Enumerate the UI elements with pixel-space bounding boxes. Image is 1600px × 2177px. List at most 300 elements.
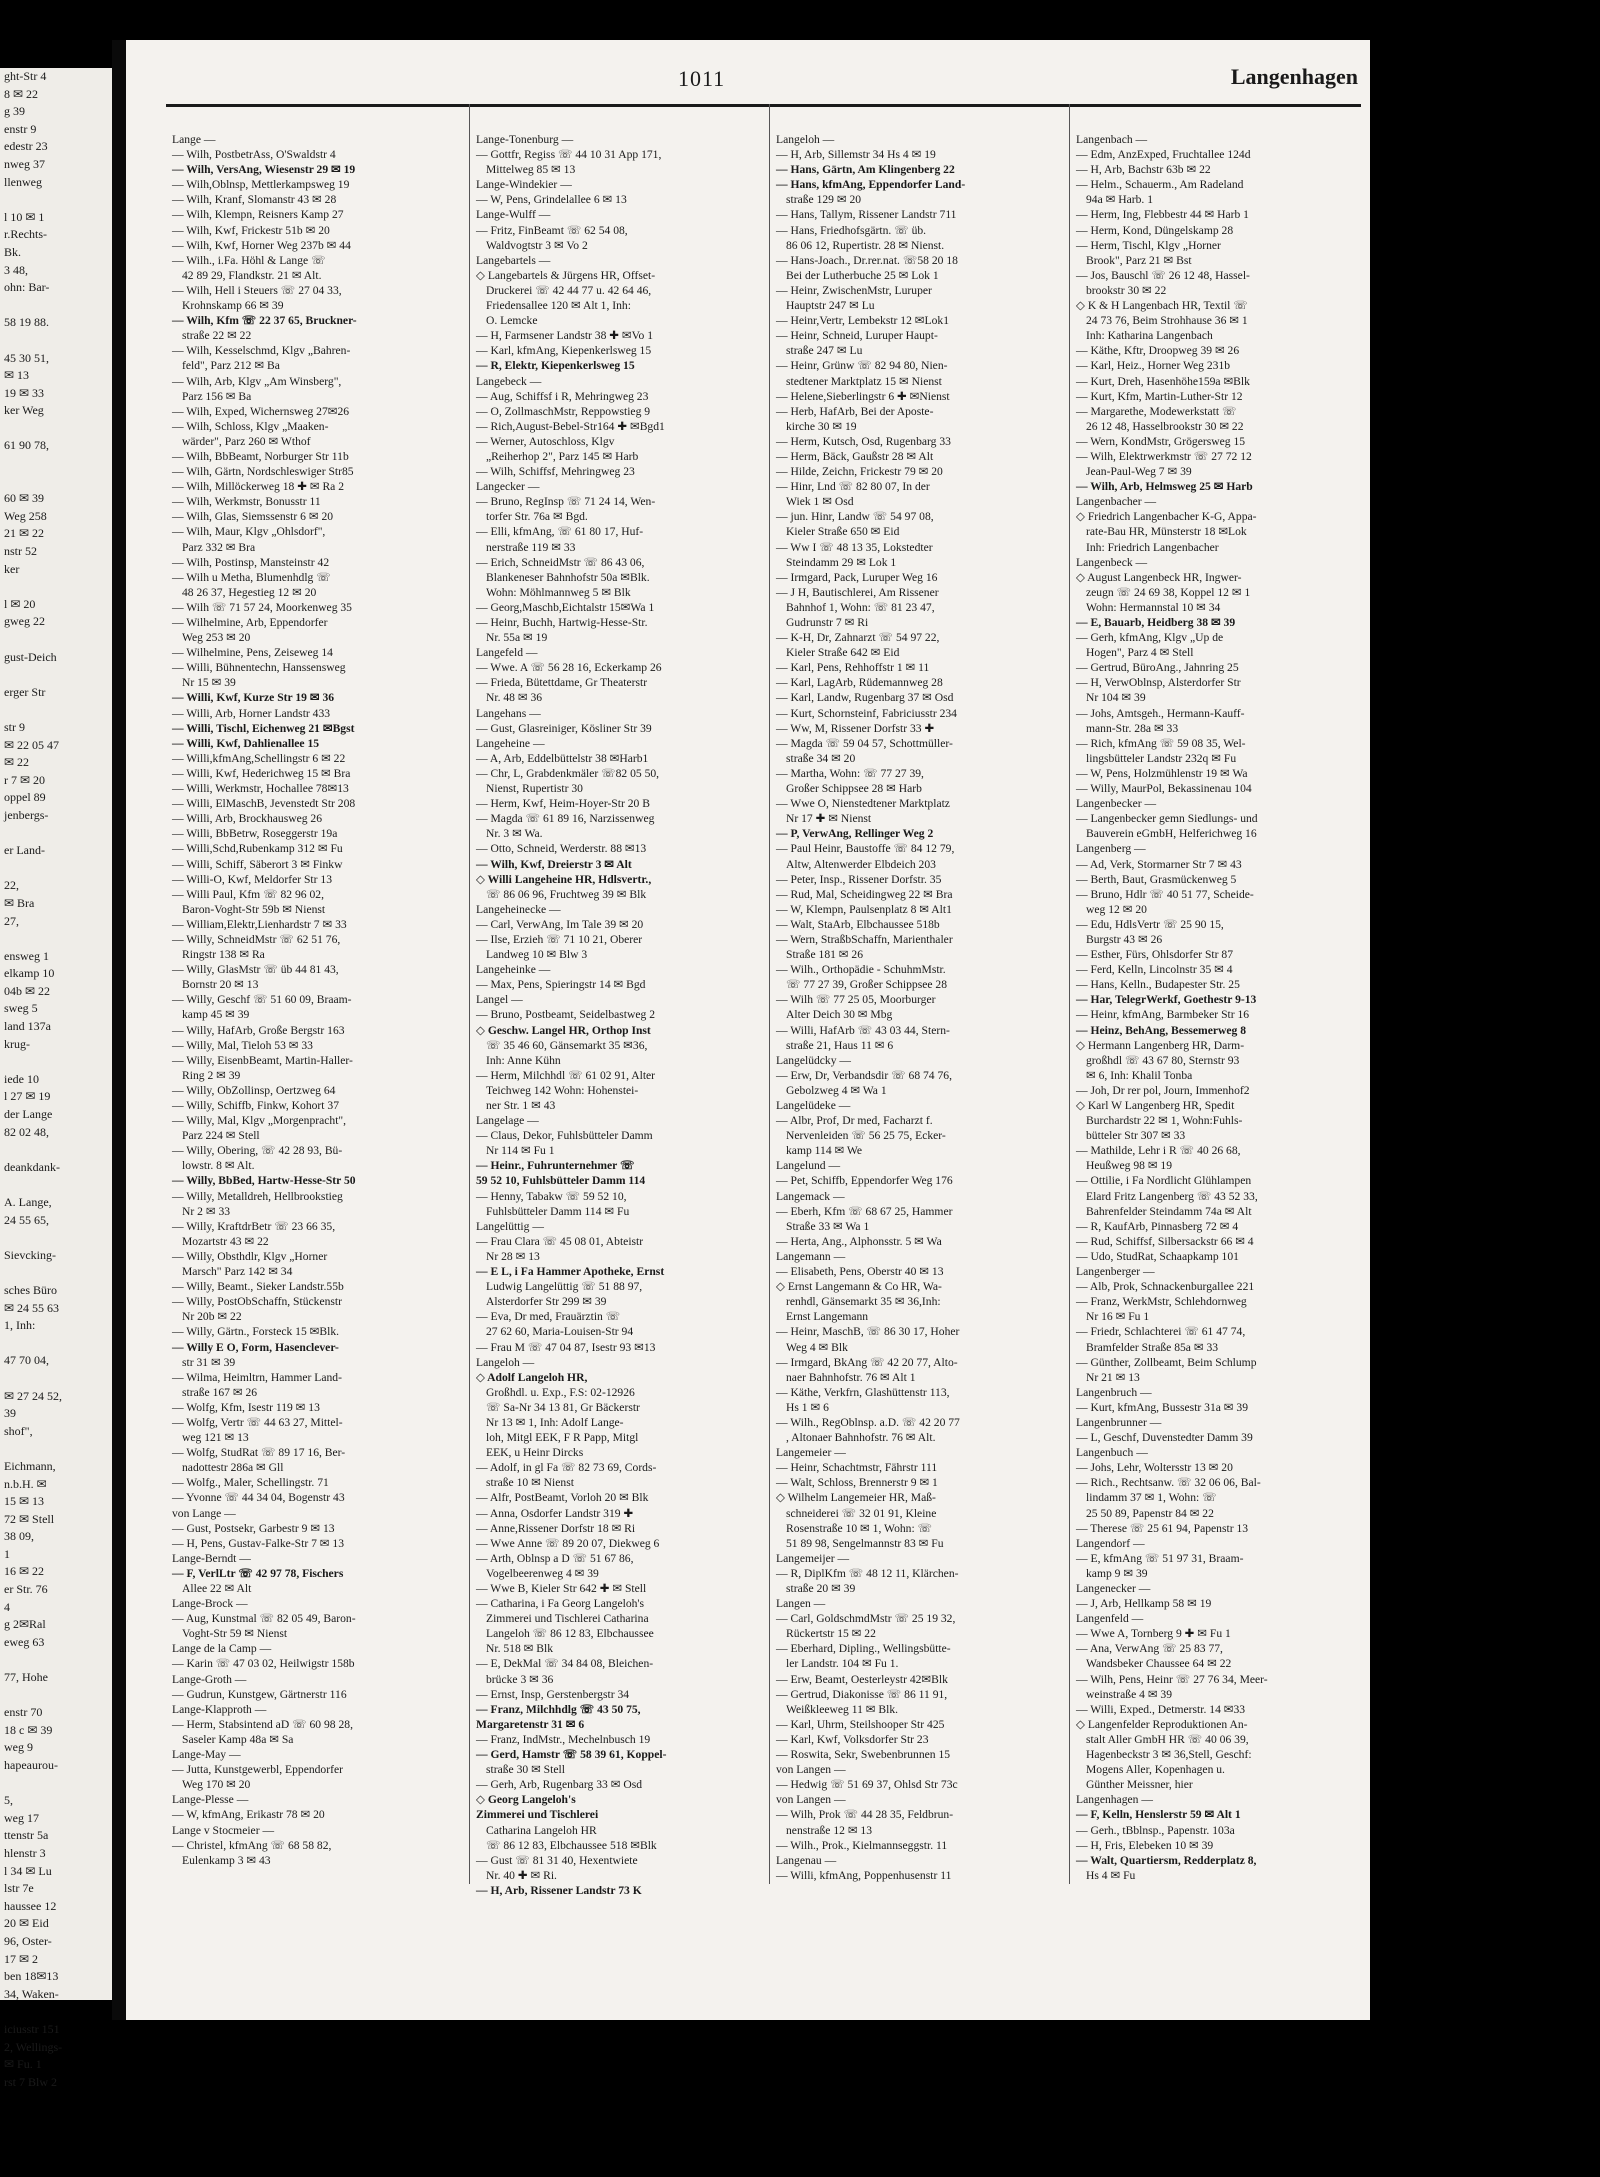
directory-entry-line: — Edu, HdlsVertr ☏ 25 90 15, [1076, 917, 1224, 931]
directory-entry-line: brookstr 30 ✉ 22 [1086, 283, 1167, 297]
directory-entry-line: — Willi, Tischl, Eichenweg 21 ✉Bgst [172, 721, 355, 735]
directory-entry-line: — Anne,Rissener Dorfstr 18 ✉ Ri [476, 1521, 636, 1535]
directory-entry-line: — W, Klempn, Paulsenplatz 8 ✉ Alt1 [776, 902, 952, 916]
directory-entry-line: — Otto, Schneid, Werderstr. 88 ✉13 [476, 842, 647, 856]
previous-page-fragment: 18 c ✉ 39 [4, 1722, 53, 1737]
previous-page-fragment [0, 2003, 112, 2021]
directory-entry-line: — Ilse, Erzieh ☏ 71 10 21, Oberer [476, 932, 643, 946]
directory-entry-line: weinstraße 4 ✉ 39 [1086, 1687, 1173, 1701]
directory-entry-line: stedtener Marktplatz 15 ✉ Nienst [786, 374, 942, 388]
directory-entry-line: — Karin ☏ 47 03 02, Heilwigstr 158b [172, 1657, 355, 1671]
directory-entry-line: Nr. 40 ✚ ✉ Ri. [486, 1868, 557, 1882]
directory-entry-line: — O, ZollmaschMstr, Reppowstieg 9 [476, 404, 651, 418]
surname-heading: Langeheinke — [476, 963, 551, 977]
directory-entry-line: Nr 17 ✚ ✉ Nienst [786, 812, 872, 826]
directory-entry-line: Parz 156 ✉ Ba [182, 389, 252, 403]
previous-page-fragment: Weg 258 [4, 508, 47, 523]
previous-page-fragment [0, 930, 112, 948]
directory-entry-line: — Wilh, Kesselschmd, Klgv „Bahren- [172, 344, 351, 358]
directory-entry-line: — Ad, Verk, Stormarner Str 7 ✉ 43 [1076, 857, 1242, 871]
directory-entry-line: — Georg,Maschb,Eichtalstr 15✉Wa 1 [476, 600, 655, 614]
surname-heading: Langenbruch — [1076, 1385, 1152, 1399]
directory-entry-line: — Wilh, Exped, Wichernsweg 27✉26 [172, 404, 350, 418]
previous-page-fragment: ker [4, 561, 20, 576]
directory-entry-line: — H, Arb, Bachstr 63b ✉ 22 [1076, 163, 1211, 177]
directory-entry-line: Weg 170 ✉ 20 [182, 1778, 251, 1792]
directory-entry-line: — Willy, Obering, ☏ 42 28 93, Bü- [172, 1144, 343, 1158]
directory-entry-line: 26 12 48, Hasselbrookstr 30 ✉ 22 [1086, 419, 1244, 433]
directory-entry-line: — Irmgard, Pack, Luruper Weg 16 [776, 570, 938, 584]
previous-page-fragment: edestr 23 [4, 139, 48, 154]
directory-entry-line: naer Bahnhofstr. 76 ✉ Alt 1 [786, 1370, 916, 1384]
directory-entry-line: — Adolf, in gl Fa ☏ 82 73 69, Cords- [476, 1461, 657, 1475]
column-divider [769, 104, 770, 1884]
surname-heading: Langenbeck — [1076, 555, 1148, 569]
directory-entry-line: — Rich., Rechtsanw. ☏ 32 06 06, Bal- [1076, 1476, 1261, 1490]
directory-entry-line: — Eva, Dr med, Frauärztin ☏ [476, 1310, 621, 1324]
previous-page-fragment: 15 ✉ 13 [4, 1494, 45, 1509]
previous-page-fragment: jenbergs- [4, 807, 49, 822]
directory-entry-line: Parz 224 ✉ Stell [182, 1129, 260, 1143]
surname-heading: Langenbecker — [1076, 797, 1157, 811]
previous-page-fragment: ohn: Bar- [4, 280, 50, 295]
previous-page-fragment [0, 860, 112, 878]
directory-entry-line: — H, VerwOblnsp, Alsterdorfer Str [1076, 676, 1241, 690]
previous-page-fragment [0, 1370, 112, 1388]
directory-entry-line: straße 129 ✉ 20 [786, 193, 862, 207]
directory-entry-line: — Wilh, Klempn, Reisners Kamp 27 [172, 208, 344, 222]
column-2 [476, 132, 764, 1898]
directory-entry-line: 24 73 76, Beim Strohhause 36 ✉ 1 [1086, 314, 1248, 328]
directory-entry-line: Fuhlsbütteler Damm 114 ✉ Fu [486, 1204, 630, 1218]
previous-page-fragment: ght-Str 4 [4, 69, 47, 83]
directory-entry-line: kamp 45 ✉ 39 [182, 1008, 250, 1022]
directory-entry-line: — jun. Hinr, Landw ☏ 54 97 08, [776, 510, 934, 524]
surname-heading: Langeloh — [476, 1355, 535, 1369]
directory-entry-line: — Wilh, Kwf, Dreierstr 3 ✉ Alt [476, 857, 632, 871]
directory-entry-line: kamp 114 ✉ We [786, 1144, 863, 1158]
directory-entry-line: — Rud, Mal, Scheidingweg 22 ✉ Bra [776, 887, 953, 901]
previous-page-fragment [0, 825, 112, 843]
directory-entry-line: — Wilma, Heimltrn, Hammer Land- [172, 1370, 342, 1384]
directory-entry-line: — J H, Bautischlerei, Am Rissener [776, 585, 939, 599]
directory-entry-line: — Wilh, Schloss, Klgv „Maaken- [172, 419, 329, 433]
directory-entry-line: Heußweg 98 ✉ 19 [1086, 1159, 1173, 1173]
directory-entry-line: — Wilhelmine, Pens, Zeiseweg 14 [172, 646, 333, 660]
directory-entry-line: — Wilh,Oblnsp, Mettlerkampsweg 19 [172, 178, 350, 192]
directory-entry-line: 25 50 89, Papenstr 84 ✉ 22 [1086, 1506, 1214, 1520]
directory-entry-line: Marsch" Parz 142 ✉ 34 [182, 1265, 293, 1279]
previous-page-fragment: iede 10 [4, 1071, 39, 1086]
directory-entry-line: Saseler Kamp 48a ✉ Sa [182, 1732, 294, 1746]
surname-heading: Langen — [776, 1597, 826, 1611]
previous-page-fragment [0, 1053, 112, 1071]
directory-entry-line: — Willi, Kwf, Hederichweg 15 ✉ Bra [172, 766, 351, 780]
directory-entry-line: — Willy, Geschf ☏ 51 60 09, Braam- [172, 993, 352, 1007]
directory-entry-line: — Wilh, Millöckerweg 18 ✚ ✉ Ra 2 [172, 480, 345, 494]
directory-entry-line: — Johs, Amtsgeh., Hermann-Kauff- [1076, 706, 1245, 720]
directory-entry-line: ✉ 6, Inh: Khalil Tonba [1086, 1068, 1193, 1082]
directory-entry-line: — Ww I ☏ 48 13 35, Lokstedter [776, 540, 933, 554]
directory-entry-line: — Hans, Friedhofsgärtn. ☏ üb. [776, 223, 927, 237]
directory-entry-line: zeugn ☏ 24 69 38, Koppel 12 ✉ 1 [1086, 585, 1251, 599]
directory-entry-line: ☏ 86 12 83, Elbchaussee 518 ✉Blk [486, 1838, 657, 1852]
directory-entry-line: — Willi-O, Kwf, Meldorfer Str 13 [172, 872, 332, 886]
directory-entry-line: str 31 ✉ 39 [182, 1355, 236, 1369]
previous-page-fragment: land 137a [4, 1019, 51, 1034]
directory-entry-line: — Joh, Dr rer pol, Journ, Immenhof2 [1076, 1083, 1250, 1097]
directory-entry-line: — Gerh, kfmAng, Klgv „Up de [1076, 631, 1224, 645]
directory-entry-line: ◇ Georg Langeloh's [476, 1793, 576, 1807]
directory-entry-line: Hogen", Parz 4 ✉ Stell [1086, 646, 1194, 660]
directory-entry-line: — Arth, Oblnsp a D ☏ 51 67 86, [476, 1551, 634, 1565]
directory-entry-line: — Wilh, Prok ☏ 44 28 35, Feldbrun- [776, 1808, 954, 1822]
directory-entry-line: — Henny, Tabakw ☏ 59 52 10, [476, 1189, 627, 1203]
directory-entry-line: ☏ Sa-Nr 34 13 81, Gr Bäckerstr [486, 1400, 640, 1414]
directory-entry-line: ◇ Karl W Langenberg HR, Spedit [1076, 1099, 1235, 1112]
directory-entry-line: — Karl, Kwf, Volksdorfer Str 23 [776, 1732, 929, 1746]
directory-entry-line: — E, DekMal ☏ 34 84 08, Bleichen- [476, 1657, 654, 1671]
directory-entry-line: — A, Arb, Eddelbüttelstr 38 ✉Harb1 [476, 751, 649, 765]
directory-entry-line: — Willy, GlasMstr ☏ üb 44 81 43, [172, 963, 339, 977]
directory-entry-line: — Herm, Stabsintend aD ☏ 60 98 28, [172, 1717, 353, 1731]
directory-entry-line: — Kurt, Schornsteinf, Fabriciusstr 234 [776, 706, 957, 720]
directory-entry-line: ◇ Hermann Langenberg HR, Darm- [1076, 1038, 1245, 1052]
directory-entry-line: — Wilh., Prok., Kielmannseggstr. 11 [776, 1838, 948, 1852]
surname-heading: Langenecker — [1076, 1582, 1151, 1595]
directory-entry-line: — Wilh., RegOblnsp. a.D. ☏ 42 20 77 [776, 1415, 960, 1429]
directory-entry-line: Weg 4 ✉ Blk [786, 1340, 848, 1354]
directory-entry-line: — Gust, Glasreiniger, Kösliner Str 39 [476, 721, 652, 735]
directory-entry-line: — Herm, Tischl, Klgv „Horner [1076, 238, 1221, 252]
directory-entry-line: lingsbütteler Landstr 232q ✉ Fu [1086, 751, 1237, 765]
directory-entry-line: rate-Bau HR, Münsterstr 18 ✉Lok [1086, 525, 1247, 539]
previous-page-fragment [0, 1440, 112, 1458]
previous-page-fragment: 3 48, [4, 262, 28, 277]
directory-entry-line: — Helm., Schauerm., Am Radeland [1076, 178, 1244, 192]
directory-entry-line: — William,Elektr,Lienhardstr 7 ✉ 33 [172, 917, 347, 931]
previous-page-fragment: 8 ✉ 22 [4, 86, 39, 101]
previous-page-fragment: er Land- [4, 843, 45, 858]
directory-entry-line: — R, KaufArb, Pinnasberg 72 ✉ 4 [1076, 1219, 1239, 1233]
directory-entry-line: ◇ K & H Langenbach HR, Textil ☏ [1076, 299, 1248, 313]
directory-entry-line: — Friedr, Schlachterei ☏ 61 47 74, [1076, 1325, 1246, 1339]
directory-entry-line: — Karl, Pens, Rehhoffstr 1 ✉ 11 [776, 661, 930, 675]
previous-page-fragment: ben 18✉13 [4, 1969, 59, 1984]
previous-page-fragment: n.b.H. ✉ [4, 1476, 47, 1491]
previous-page-fragment [0, 420, 112, 438]
surname-heading: Lange-Berndt — [172, 1551, 251, 1565]
surname-heading: Lange-Klapproth — [172, 1702, 267, 1716]
directory-entry-line: Nr 21 ✉ 13 [1086, 1370, 1140, 1384]
surname-heading: Langemeier — [776, 1446, 846, 1460]
directory-entry-line: — Alb, Prok, Schnackenburgallee 221 [1076, 1280, 1255, 1294]
directory-entry-line: — W, Pens, Grindelallee 6 ✉ 13 [476, 193, 627, 207]
directory-entry-line: Bahrenfelder Steindamm 74a ✉ Alt [1086, 1204, 1252, 1218]
directory-entry-line: Nienst, Rupertistr 30 [486, 782, 583, 796]
directory-entry-line: ◇ Geschw. Langel HR, Orthop Inst [476, 1023, 651, 1037]
directory-entry-line: — Wwe A, Tornberg 9 ✚ ✉ Fu 1 [1076, 1627, 1231, 1641]
directory-entry-line: — Willy, SchneidMstr ☏ 62 51 76, [172, 932, 341, 946]
directory-entry-line: — Herm, Kond, Düngelskamp 28 [1076, 223, 1234, 237]
directory-entry-line: Altw, Altenwerder Elbdeich 203 [786, 857, 936, 871]
directory-entry-line: ◇ Ernst Langemann & Co HR, Wa- [776, 1280, 942, 1294]
previous-page-fragment: 1, Inh: [4, 1318, 36, 1333]
directory-entry-line: Jean-Paul-Weg 7 ✉ 39 [1086, 465, 1192, 479]
surname-heading: Langecker — [476, 480, 540, 494]
directory-entry-line: kirche 30 ✉ 19 [786, 419, 857, 433]
directory-entry-line: — Gerh., tBblnsp., Papenstr. 103a [1076, 1823, 1235, 1837]
previous-page-fragment: ✉ 22 [4, 755, 30, 770]
surname-heading: Langenbach — [1076, 133, 1148, 146]
directory-entry-line: Nr 15 ✉ 39 [182, 676, 236, 690]
surname-heading: Lange-Brock — [172, 1597, 248, 1611]
surname-heading: Langelund — [776, 1159, 841, 1173]
previous-page-fragment: iciusstr 151 [4, 2021, 60, 2036]
directory-entry-line: — Fritz, FinBeamt ☏ 62 54 08, [476, 223, 628, 237]
directory-entry-line: — Günther, Zollbeamt, Beim Schlump [1076, 1355, 1257, 1369]
directory-entry-line: — Udo, StudRat, Schaapkamp 101 [1076, 1249, 1239, 1263]
previous-page-fragment: r 7 ✉ 20 [4, 772, 46, 787]
directory-entry-line: — Heinr, Schneid, Luruper Haupt- [776, 329, 938, 343]
directory-entry-line: — Wern, StraßbSchaffn, Marienthaler [776, 932, 953, 946]
directory-entry-line: Krohnskamp 66 ✉ 39 [182, 299, 284, 313]
previous-page-fragment: nweg 37 [4, 156, 45, 171]
previous-page-fragment: sches Büro [4, 1282, 57, 1297]
directory-entry-line: — Willi, Arb, Horner Landstr 433 [172, 706, 331, 720]
directory-entry-line: Vogelbeerenweg 4 ✉ 39 [486, 1566, 599, 1580]
previous-page-fragment: 82 02 48, [4, 1124, 49, 1139]
directory-entry-line: — Willy, Metalldreh, Hellbrookstieg [172, 1189, 343, 1203]
directory-entry-line: — Peter, Insp., Rissener Dorfstr. 35 [776, 872, 942, 886]
directory-entry-line: — Käthe, Verkfrn, Glashüttenstr 113, [776, 1385, 950, 1399]
directory-entry-line: — Willy, KraftdrBetr ☏ 23 66 35, [172, 1219, 336, 1233]
directory-entry-line: Voght-Str 59 ✉ Nienst [182, 1627, 288, 1641]
directory-entry-line: — Wwe O, Nienstedtener Marktplatz [776, 797, 950, 811]
directory-entry-line: — Ana, VerwAng ☏ 25 83 77, [1076, 1642, 1223, 1656]
directory-entry-line: Wandsbeker Chaussee 64 ✉ 22 [1086, 1657, 1232, 1671]
previous-page-edge [0, 68, 114, 2089]
previous-page-fragment: 21 ✉ 22 [4, 526, 45, 541]
directory-entry-line: — Berth, Baut, Grasmückenweg 5 [1076, 872, 1237, 886]
directory-entry-line: — E L, i Fa Hammer Apotheke, Ernst [476, 1265, 665, 1279]
directory-entry-line: — Wilh, Hell i Steuers ☏ 27 04 33, [172, 283, 342, 297]
previous-page-fragment: 19 ✉ 33 [4, 385, 45, 400]
directory-entry-line: — Kurt, Kfm, Martin-Luther-Str 12 [1076, 389, 1243, 403]
surname-heading: Lange-Groth — [172, 1672, 247, 1686]
directory-entry-line: — Heinr, Schachtmstr, Fährstr 111 [776, 1461, 938, 1475]
directory-entry-line: Zimmerei und Tischlerei [476, 1808, 599, 1822]
directory-entry-line: — Bruno, Hdlr ☏ 40 51 77, Scheide- [1076, 887, 1254, 901]
directory-entry-line: — Hilde, Zeichn, Frickestr 79 ✉ 20 [776, 465, 943, 479]
previous-page-fragment: 17 ✉ 2 [4, 1951, 39, 1966]
previous-page-fragment: enstr 9 [4, 121, 37, 136]
directory-entry-line: — K-H, Dr, Zahnarzt ☏ 54 97 22, [776, 631, 940, 645]
directory-entry-line: Nr. 55a ✉ 19 [486, 631, 548, 645]
directory-entry-line: — H, Fris, Elebeken 10 ✉ 39 [1076, 1838, 1214, 1852]
directory-entry-line: — Karl, Heiz., Horner Weg 231b [1076, 359, 1231, 373]
surname-heading: Langendorf — [1076, 1536, 1145, 1550]
column-1 [172, 132, 460, 1868]
directory-entry-line: — Wilh, Kwf, Horner Weg 237b ✉ 44 [172, 238, 351, 252]
directory-entry-line: ◇ Wilhelm Langemeier HR, Maß- [776, 1491, 936, 1505]
surname-heading: Langenau — [776, 1853, 837, 1867]
surname-heading: Langeheine — [476, 736, 545, 750]
directory-entry-line: , Altonaer Bahnhofstr. 76 ✉ Alt. [786, 1431, 936, 1445]
previous-page-fragment [0, 1176, 112, 1194]
previous-page-fragment [0, 1775, 112, 1793]
page-number: 1011 [678, 66, 726, 91]
directory-entry-line: — Helene,Sieberlingstr 6 ✚ ✉Nienst [776, 389, 950, 403]
directory-entry-line: — Heinr., Fuhrunternehmer ☏ [476, 1159, 635, 1173]
directory-entry-line: — Irmgard, BkAng ☏ 42 20 77, Alto- [776, 1355, 958, 1369]
directory-entry-line: Bauverein eGmbH, Helferichweg 16 [1086, 827, 1257, 841]
directory-entry-line: — Heinr, Grünw ☏ 82 94 80, Nien- [776, 359, 948, 373]
directory-entry-line: — Wilh, Schiffsf, Mehringweg 23 [476, 465, 635, 479]
directory-entry-line: — Gerd, Hamstr ☏ 58 39 61, Koppel- [476, 1748, 667, 1762]
previous-page-fragment: 20 ✉ Eid [4, 1916, 49, 1931]
directory-entry-line: Nr 28 ✉ 13 [486, 1249, 540, 1263]
directory-entry-line: — Willy, BbBed, Hartw-Hesse-Str 50 [172, 1174, 356, 1188]
directory-entry-line: — Hans, Gärtn, Am Klingenberg 22 [776, 163, 955, 177]
directory-entry-line: — Karl, Uhrm, Steilshooper Str 425 [776, 1717, 945, 1731]
directory-entry-line: — Eberh, Kfm ☏ 68 67 25, Hammer [776, 1204, 953, 1218]
previous-page-fragment: ✉ 24 55 63 [4, 1300, 60, 1315]
directory-entry-line: nerstraße 119 ✉ 33 [486, 540, 576, 554]
directory-entry-line: Ringstr 138 ✉ Ra [182, 948, 265, 962]
directory-entry-line: Zimmerei und Tischlerei Catharina [486, 1612, 649, 1626]
directory-entry-line: — Willy, Mal, Klgv „Morgenpracht", [172, 1114, 347, 1128]
surname-heading: Lange-Plesse — [172, 1793, 249, 1807]
directory-entry-line: — Herb, HafArb, Bei der Aposte- [776, 404, 934, 418]
directory-entry-line: — Willy, PostObSchaffn, Stückenstr [172, 1295, 342, 1309]
directory-entry-line: — Gerh, Arb, Rugenbarg 33 ✉ Osd [476, 1778, 642, 1792]
surname-heading: Lange — [172, 133, 216, 146]
previous-page-fragment: 2, Wellings- [4, 2039, 63, 2054]
previous-page-fragment: 34, Waken- [4, 1986, 59, 2001]
directory-entry-line: — Gottfr, Regiss ☏ 44 10 31 App 171, [476, 148, 662, 162]
surname-heading: von Lange — [172, 1506, 236, 1520]
previous-page-fragment: hlenstr 3 [4, 1845, 46, 1860]
previous-page-fragment: 72 ✉ Stell [4, 1511, 55, 1526]
directory-entry-line: Eulenkamp 3 ✉ 43 [182, 1853, 271, 1867]
directory-entry-line: ☏ 77 27 39, Großer Schippsee 28 [786, 978, 948, 992]
directory-entry-line: — Walt, StaArb, Elbchaussee 518b [776, 917, 940, 931]
previous-page-fragment: 1 [4, 1546, 10, 1561]
directory-entry-line: Waldvogtstr 3 ✉ Vo 2 [486, 238, 588, 252]
directory-entry-line: — Magda ☏ 61 89 16, Narzissenweg [476, 812, 655, 826]
directory-entry-line: — Willi, Bühnentechn, Hanssensweg [172, 661, 346, 675]
directory-entry-line: brücke 3 ✉ 36 [486, 1672, 554, 1686]
directory-entry-line: Blankeneser Bahnhofstr 50a ✉Blk. [486, 570, 650, 584]
directory-entry-line: — Willi, BbBetrw, Roseggerstr 19a [172, 827, 338, 841]
directory-entry-line: — Willy E O, Form, Hasenclever- [172, 1340, 339, 1354]
directory-entry-line: ☏ 35 46 60, Gänsemarkt 35 ✉36, [486, 1038, 648, 1052]
directory-entry-line: — Herm, Bäck, Gaußstr 28 ✉ Alt [776, 449, 934, 463]
directory-entry-line: — Karl, Landw, Rugenbarg 37 ✉ Osd [776, 691, 954, 705]
directory-entry-line: — Gust ☏ 81 31 40, Hexentwiete [476, 1853, 638, 1867]
directory-entry-line: Alter Deich 30 ✉ Mbg [786, 1008, 893, 1022]
directory-entry-line: Ernst Langemann [786, 1310, 869, 1324]
directory-entry-line: — F, Kelln, Henslerstr 59 ✉ Alt 1 [1076, 1808, 1241, 1822]
directory-entry-line: — Werner, Autoschloss, Klgv [476, 434, 615, 448]
directory-entry-line: — Willy, Gärtn., Forsteck 15 ✉Blk. [172, 1325, 340, 1339]
directory-entry-line: Nr. 3 ✉ Wa. [486, 827, 543, 841]
previous-page-fragment: ker Weg [4, 403, 44, 418]
surname-heading: Lange de la Camp — [172, 1642, 272, 1656]
directory-entry-line: — L, Geschf, Duvenstedter Damm 39 [1076, 1431, 1253, 1445]
previous-page-fragment: oppel 89 [4, 790, 46, 805]
directory-entry-line: — Willi,Schd,Rubenkamp 312 ✉ Fu [172, 842, 343, 856]
directory-entry-line: — Hans, Kelln., Budapester Str. 25 [1076, 978, 1240, 992]
directory-entry-line: — Wolfg, Vertr ☏ 44 63 27, Mittel- [172, 1415, 343, 1429]
directory-entry-line: — Rud, Schiffsf, Silbersackstr 66 ✉ 4 [1076, 1234, 1254, 1248]
directory-entry-line: — Herm, Milchhdl ☏ 61 02 91, Alter [476, 1068, 656, 1082]
directory-entry-line: Ludwig Langelüttig ☏ 51 88 97, [486, 1280, 643, 1294]
directory-entry-line: — Heinr,Vertr, Lembekstr 12 ✉Lok1 [776, 314, 949, 328]
previous-page-fragment: 24 55 65, [4, 1212, 49, 1227]
previous-page-fragment: shof", [4, 1423, 33, 1438]
directory-entry-line: ner Str. 1 ✉ 43 [486, 1099, 556, 1112]
directory-entry-line: 94a ✉ Harb. 1 [1086, 193, 1154, 207]
directory-entry-line: — Willi Paul, Kfm ☏ 82 96 02, [172, 887, 324, 901]
directory-entry-line: Straße 181 ✉ 26 [786, 948, 864, 962]
directory-entry-line: — Elli, kfmAng, ☏ 61 80 17, Huf- [476, 525, 644, 539]
directory-entry-line: — Elisabeth, Pens, Oberstr 40 ✉ 13 [776, 1265, 944, 1279]
previous-page-fragment: erger Str [4, 684, 46, 699]
directory-entry-line: feld", Parz 212 ✉ Ba [182, 359, 280, 373]
directory-entry-line: — Willy, Beamt., Sieker Landstr.55b [172, 1280, 344, 1294]
directory-entry-line: straße 10 ✉ Nienst [486, 1476, 574, 1490]
directory-entry-line: Hauptstr 247 ✉ Lu [786, 299, 875, 313]
directory-entry-line: Inh: Friedrich Langenbacher [1086, 540, 1219, 554]
previous-page-fragment [0, 455, 112, 473]
directory-entry-line: — Langenbecker gemn Siedlungs- und [1076, 812, 1258, 826]
directory-entry-line: großhdl ☏ 43 67 80, Sternstr 93 [1086, 1053, 1240, 1067]
directory-entry-line: Catharina Langeloh HR [486, 1823, 597, 1837]
directory-entry-line: Nervenleiden ☏ 56 25 75, Ecker- [786, 1129, 946, 1143]
directory-entry-line: lindamm 37 ✉ 1, Wohn: ☏ [1086, 1491, 1217, 1505]
directory-entry-line: — W, kfmAng, Erikastr 78 ✉ 20 [172, 1808, 325, 1822]
directory-entry-line: wärder", Parz 260 ✉ Wthof [182, 434, 311, 448]
surname-heading: Lange v Stocmeier — [172, 1823, 275, 1837]
directory-entry-line: — H, Arb, Sillemstr 34 Hs 4 ✉ 19 [776, 148, 936, 162]
directory-entry-line: — Heinr, ZwischenMstr, Luruper [776, 283, 932, 297]
directory-entry-line: Bahnhof 1, Wohn: ☏ 81 23 47, [786, 600, 935, 614]
directory-entry-line: — Willi, kfmAng, Poppenhusenstr 11 [776, 1868, 952, 1882]
surname-heading: Langenhagen — [1076, 1793, 1153, 1807]
directory-entry-line: — Bruno, RegInsp ☏ 71 24 14, Wen- [476, 495, 656, 509]
directory-entry-line: weg 12 ✉ 20 [1086, 902, 1147, 916]
directory-entry-line: — Wilh., Orthopädie - SchuhmMstr. [776, 963, 946, 977]
directory-entry-line: 59 52 10, Fuhlsbütteler Damm 114 [476, 1174, 646, 1188]
directory-entry-line: — Wilh, Maur, Klgv „Ohlsdorf", [172, 525, 326, 539]
surname-heading: Langelüdeke — [776, 1099, 851, 1112]
previous-page-fragment: 47 70 04, [4, 1353, 49, 1368]
directory-entry-line: Margaretenstr 31 ✉ 6 [476, 1717, 585, 1731]
directory-entry-line: lowstr. 8 ✉ Alt. [182, 1159, 255, 1173]
directory-entry-line: Druckerei ☏ 42 44 77 u. 42 64 46, [486, 283, 652, 297]
previous-page-fragment: ensweg 1 [4, 948, 49, 963]
directory-entry-line: — Erich, SchneidMstr ☏ 86 43 06, [476, 555, 645, 569]
directory-entry-line: — Franz, WerkMstr, Schlehdornweg [1076, 1295, 1247, 1309]
previous-page-fragment [0, 473, 112, 491]
directory-entry-line: — Martha, Wohn: ☏ 77 27 39, [776, 766, 924, 780]
directory-entry-line: Mittelweg 85 ✉ 13 [486, 163, 576, 177]
directory-entry-line: — Esther, Fürs, Ohlsdorfer Str 87 [1076, 948, 1234, 962]
directory-entry-line: — Catharina, i Fa Georg Langeloh's [476, 1597, 645, 1611]
directory-entry-line: Wiek 1 ✉ Osd [786, 495, 854, 509]
